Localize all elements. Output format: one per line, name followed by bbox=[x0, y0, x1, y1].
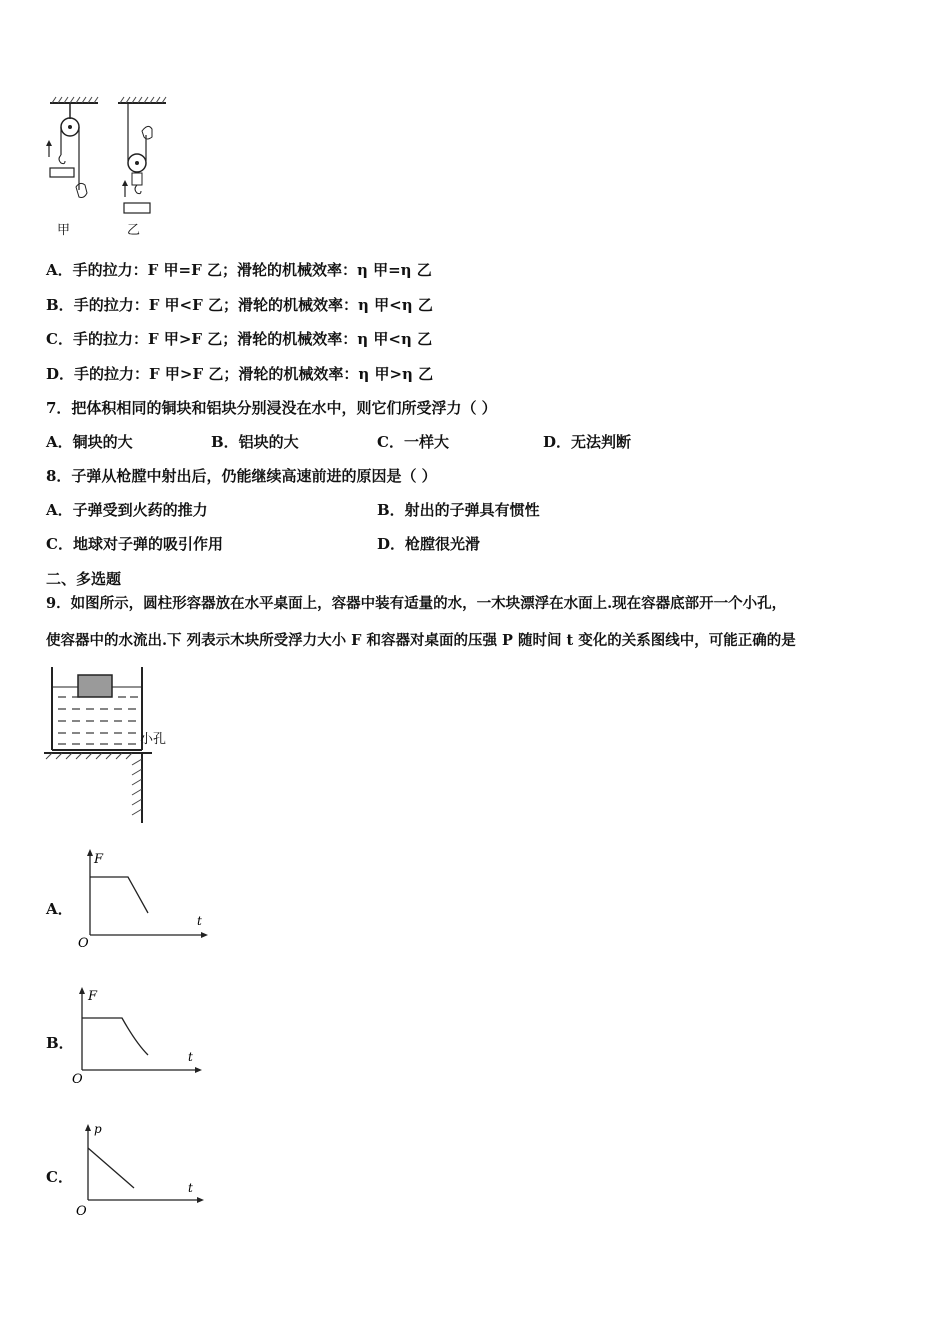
pulley-label-left: 甲 bbox=[57, 223, 71, 238]
option-letter: C． bbox=[46, 330, 73, 348]
q7-option-a[interactable]: A．铜块的大 bbox=[46, 433, 133, 451]
option-text: 手的拉力：F 甲<F 乙；滑轮的机械效率：η 甲<η 乙 bbox=[73, 296, 433, 314]
y-axis-label: F bbox=[94, 852, 104, 867]
x-axis-label: t bbox=[197, 914, 202, 928]
q6-option-a[interactable] bbox=[46, 260, 432, 280]
q9-graph-b[interactable] bbox=[66, 983, 206, 1092]
y-axis-label: F bbox=[88, 989, 98, 1004]
q9-option-c-letter[interactable]: C． bbox=[46, 1168, 73, 1186]
q6-option-b[interactable] bbox=[46, 295, 433, 315]
option-letter: A． bbox=[46, 261, 73, 279]
q7-option-b[interactable]: B．铝块的大 bbox=[211, 433, 299, 451]
q9-option-b-letter[interactable]: B． bbox=[46, 1034, 74, 1052]
q6-option-c[interactable] bbox=[46, 329, 432, 349]
graph-c bbox=[72, 1118, 212, 1223]
graph-b bbox=[66, 983, 206, 1088]
container-diagram bbox=[44, 665, 194, 825]
q9-option-a-letter[interactable]: A． bbox=[46, 900, 73, 918]
pulley-label-right: 乙 bbox=[127, 223, 141, 238]
hole-label: 小孔 bbox=[140, 732, 167, 747]
y-axis-label: p bbox=[94, 1122, 102, 1136]
q9-stem-line2: 使容器中的水流出.下 列表示木块所受浮力大小 F 和容器对桌面的压强 P 随时间 t 变化的关系图线中，可能正确的是 bbox=[46, 632, 796, 649]
option-text: 手的拉力：F 甲=F 乙；滑轮的机械效率：η 甲=η 乙 bbox=[72, 261, 432, 279]
q8-stem: 8．子弹从枪膛中射出后，仍能继续高速前进的原因是（ ） bbox=[46, 467, 437, 485]
x-axis-label: t bbox=[188, 1181, 193, 1195]
option-text: 手的拉力：F 甲>F 乙；滑轮的机械效率：η 甲>η 乙 bbox=[74, 365, 434, 383]
option-letter: B． bbox=[46, 296, 74, 314]
graph-a bbox=[72, 845, 212, 950]
q8-option-b[interactable]: B．射出的子弹具有惯性 bbox=[377, 501, 540, 519]
q6-option-d[interactable] bbox=[46, 364, 433, 384]
origin-label: O bbox=[78, 936, 89, 950]
section-title: 二、多选题 bbox=[46, 570, 122, 588]
option-letter: D． bbox=[46, 365, 75, 383]
q7-option-d[interactable]: D．无法判断 bbox=[543, 433, 632, 451]
option-text: 手的拉力：F 甲>F 乙；滑轮的机械效率：η 甲<η 乙 bbox=[72, 330, 433, 348]
q9-graph-c[interactable] bbox=[72, 1118, 212, 1227]
q8-option-d[interactable]: D．枪膛很光滑 bbox=[377, 535, 481, 553]
origin-label: O bbox=[76, 1204, 87, 1219]
origin-label: O bbox=[72, 1072, 83, 1087]
q8-option-c[interactable]: C．地球对子弹的吸引作用 bbox=[46, 535, 223, 553]
q8-option-a[interactable]: A．子弹受到火药的推力 bbox=[46, 501, 208, 519]
q9-graph-a[interactable] bbox=[72, 845, 212, 954]
q7-stem: 7．把体积相同的铜块和铝块分别浸没在水中，则它们所受浮力（ ） bbox=[46, 399, 497, 417]
x-axis-label: t bbox=[188, 1050, 193, 1064]
q7-option-c[interactable]: C．一样大 bbox=[377, 433, 449, 451]
q9-stem-line1: 9．如图所示，圆柱形容器放在水平桌面上，容器中装有适量的水，一木块漂浮在水面上.现在容器底部开一个小孔， bbox=[46, 595, 787, 612]
container-figure bbox=[44, 665, 194, 825]
